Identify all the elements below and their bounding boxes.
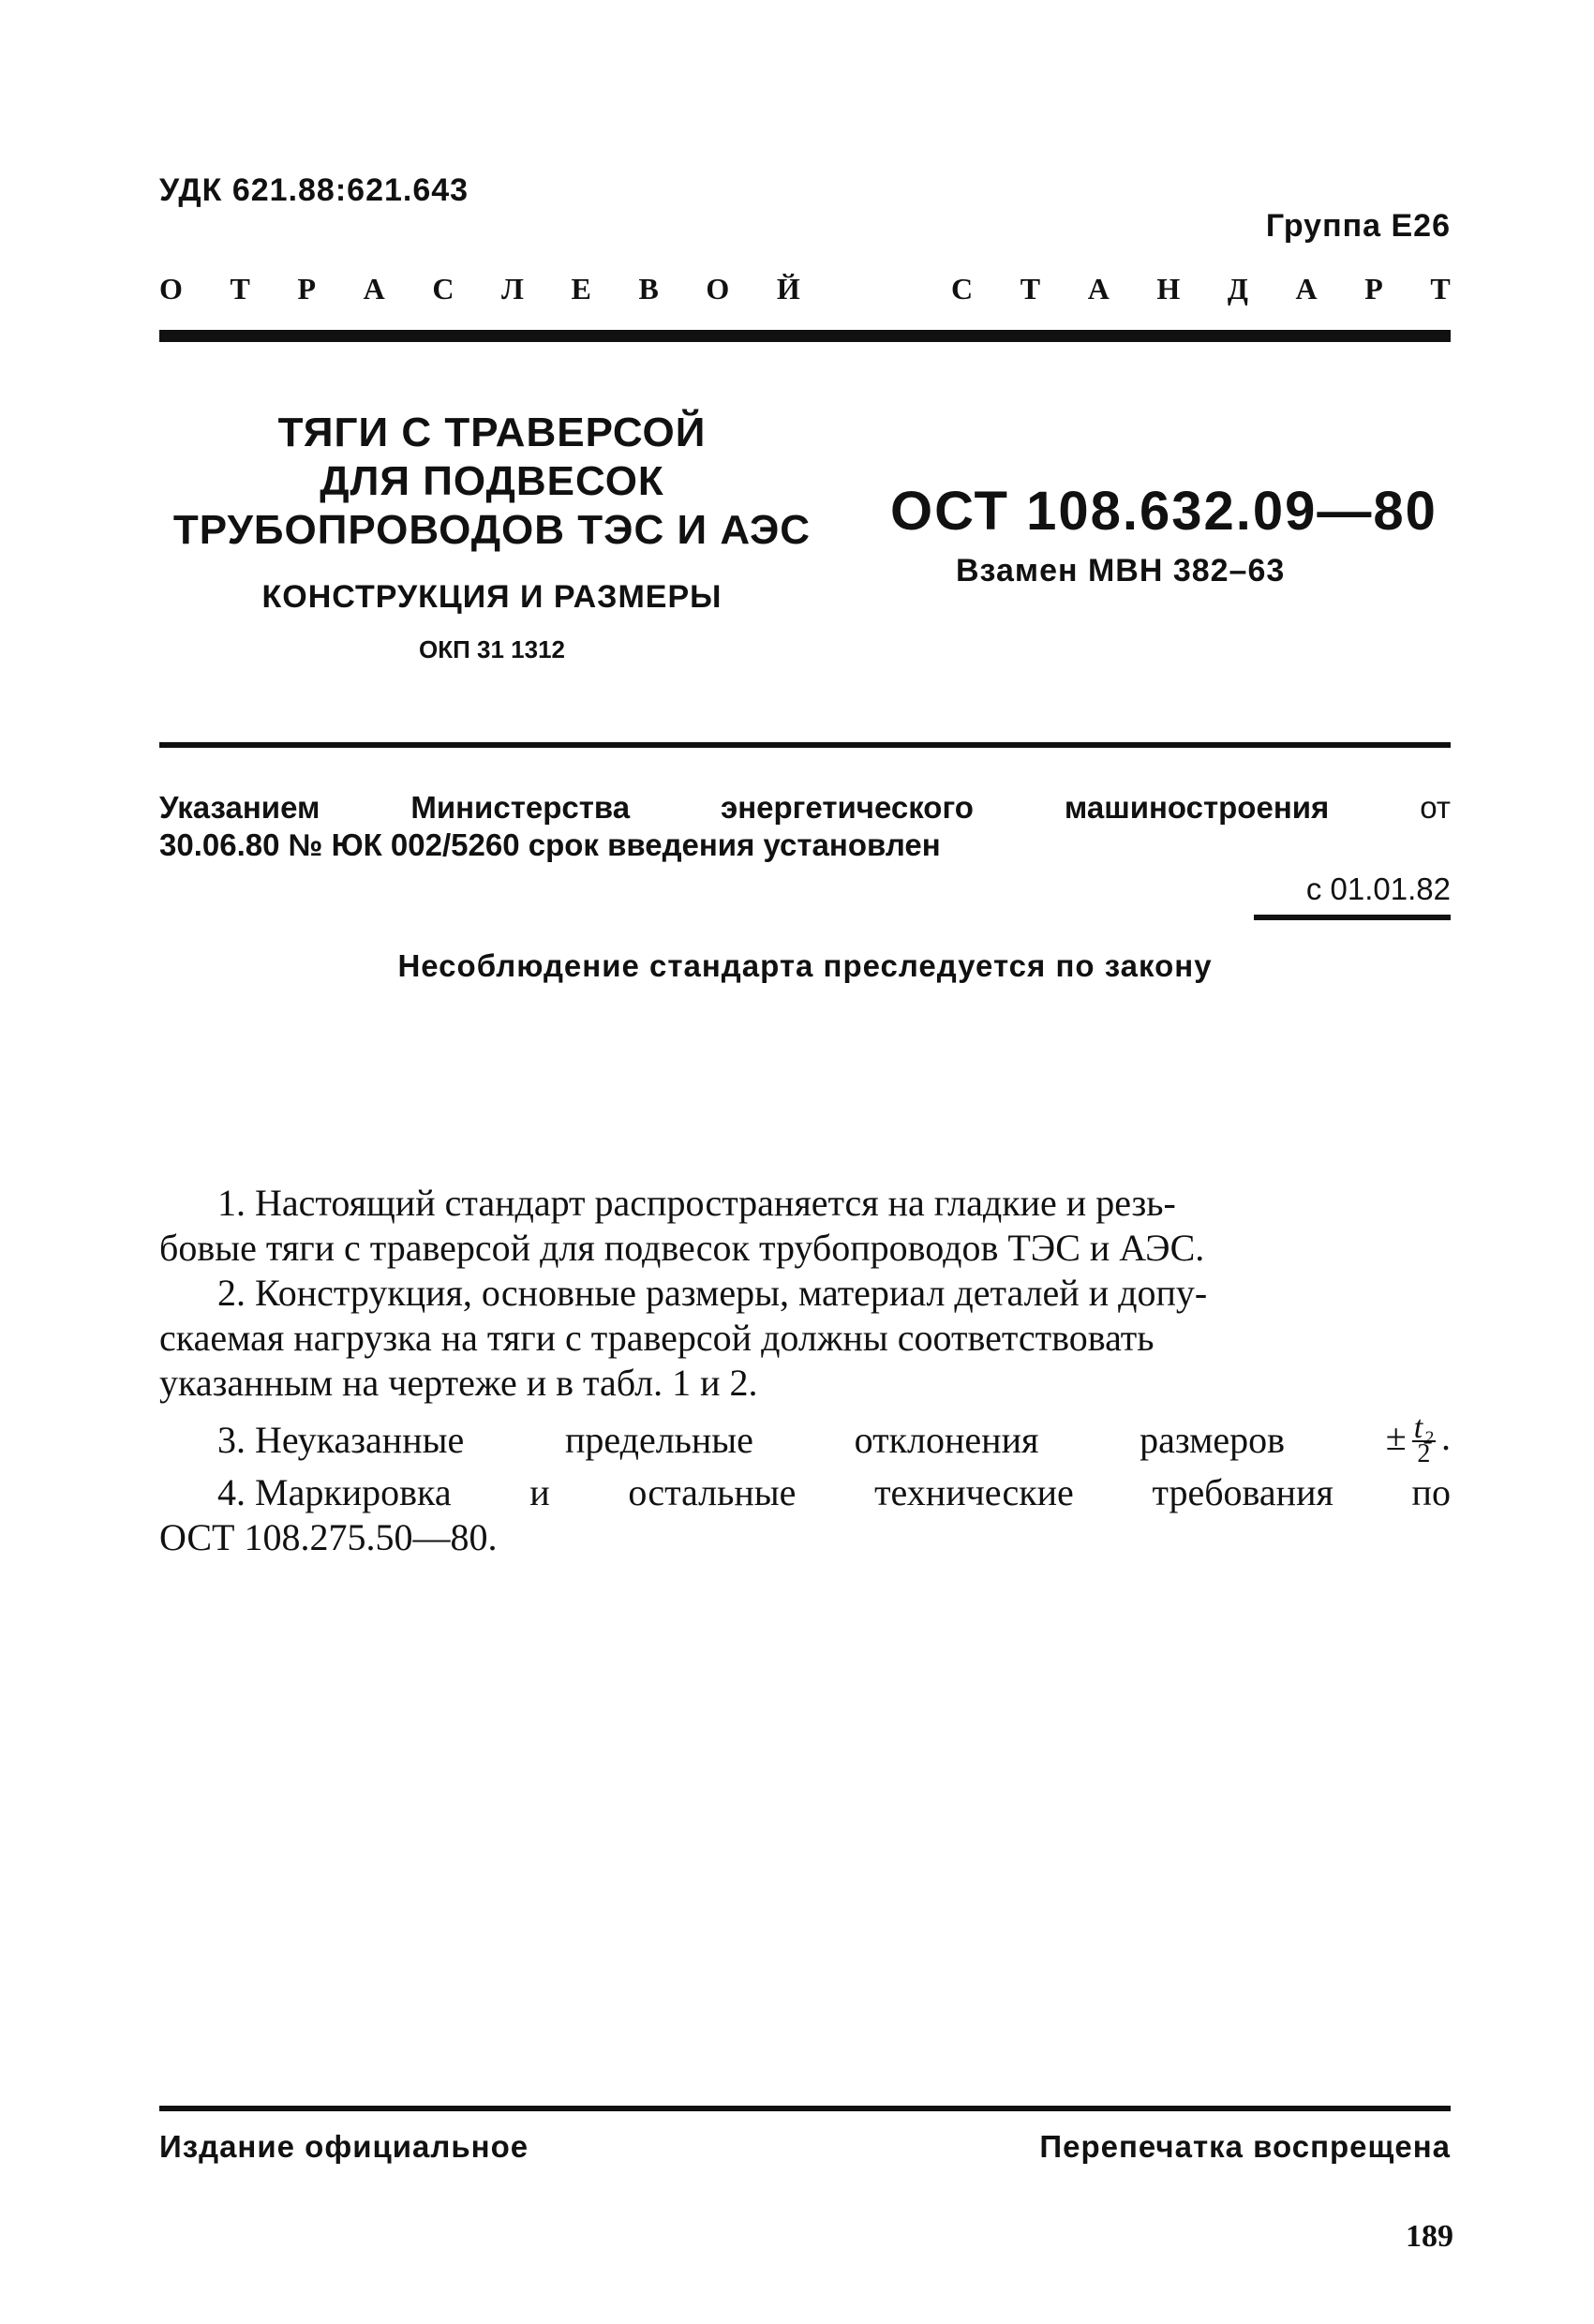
banner-letter: Л: [501, 272, 524, 305]
banner-letter: Н: [1156, 272, 1181, 305]
banner-letter: Т: [1020, 272, 1041, 305]
banner-letter: С: [432, 272, 454, 305]
banner-letter: С: [951, 272, 974, 305]
clause-3-word: размеров: [1140, 1419, 1286, 1462]
banner-letter: Р: [1364, 272, 1383, 305]
clause-1-line-2: бовые тяги с траверсой для подвесок трубопроводов ТЭС и АЭС.: [159, 1227, 1205, 1269]
decree-word: от: [1420, 790, 1451, 825]
clause-4-word: технические: [874, 1470, 1074, 1513]
clause-3: [159, 1409, 1451, 1468]
law-notice: Несоблюдение стандарта преследуется по закону: [397, 948, 1213, 983]
banner-letter: А: [363, 272, 385, 305]
clause-4-word: и: [529, 1470, 550, 1513]
clause-3-period: .: [1441, 1416, 1451, 1458]
okp-code: ОКП 31 1312: [419, 635, 565, 663]
clause-4-word: остальные: [628, 1470, 797, 1513]
decree-line-1: [159, 789, 1451, 827]
clause-3-word: предельные: [564, 1419, 753, 1462]
decree-word: энергетического: [721, 790, 974, 825]
standard-number: ОСТ 108.632.09—80: [890, 481, 1438, 542]
document-title: [150, 409, 834, 555]
clause-1: [159, 1181, 1451, 1271]
clause-1-line-1: 1. Настоящий стандарт распространяется на гладкие и резь-: [217, 1182, 1176, 1224]
clause-4-line-2: ОСТ 108.275.50—80.: [159, 1515, 498, 1558]
clause-3-word: 3. Неуказанные: [217, 1419, 465, 1462]
title-line-3: ТРУБОПРОВОДОВ ТЭС И АЭС: [172, 507, 812, 553]
page-number: 189: [1406, 2219, 1453, 2254]
clause-4: [159, 1470, 1451, 1515]
reprint-note: Перепечатка воспрещена: [1039, 2129, 1451, 2164]
fraction-denominator: 2: [1417, 1438, 1431, 1468]
tolerance-expression: [1385, 1409, 1451, 1468]
banner-letter: Р: [297, 272, 316, 305]
decree-word: Указанием: [159, 790, 320, 825]
fraction-numerator: t₂: [1413, 1409, 1434, 1445]
title-line-2: ДЛЯ ПОДВЕСОК: [320, 458, 664, 504]
clause-2-line-2: скаемая нагрузка на тяги с траверсой должны соответствовать: [159, 1317, 1155, 1359]
clause-4-word: 4. Маркировка: [217, 1470, 452, 1513]
title-line-1: ТЯГИ С ТРАВЕРСОЙ: [277, 410, 707, 455]
banner-letter: Е: [571, 272, 591, 305]
group-code: Группа Е26: [1265, 208, 1451, 244]
banner-letter: В: [638, 272, 659, 305]
effective-date: с 01.01.82: [1305, 872, 1451, 906]
clause-2-line-1: 2. Конструкция, основные размеры, материал деталей и допу-: [217, 1272, 1208, 1314]
banner-gap: [847, 272, 903, 306]
document-subtitle: КОНСТРУКЦИЯ И РАЗМЕРЫ: [261, 579, 723, 615]
decree-word: машиностроения: [1064, 790, 1330, 825]
decree-paragraph: [159, 789, 1451, 864]
bottom-rule: [159, 2106, 1451, 2111]
decree-word: Министерства: [410, 790, 631, 825]
banner-letter: Й: [776, 272, 800, 305]
edition-note: Издание официальное: [159, 2129, 529, 2164]
banner-letter: Д: [1227, 272, 1248, 305]
clause-2-line-3: указанным на чертеже и в табл. 1 и 2.: [159, 1362, 758, 1404]
clause-4-word: требования: [1152, 1470, 1333, 1513]
date-underline: [1254, 915, 1451, 920]
middle-rule: [159, 742, 1451, 748]
banner-letter: О: [159, 272, 183, 305]
standard-banner: [159, 272, 1451, 306]
clause-3-word: отклонения: [854, 1419, 1039, 1462]
clause-2: [159, 1271, 1451, 1406]
banner-letter: А: [1087, 272, 1110, 305]
banner-letter: О: [706, 272, 730, 305]
decree-line-2: 30.06.80 № ЮК 002/5260 срок введения установлен: [159, 827, 941, 862]
tolerance-fraction: [1412, 1409, 1436, 1468]
replaces-note: Взамен МВН 382–63: [956, 553, 1286, 588]
clause-4-word: по: [1411, 1470, 1451, 1513]
banner-letter: Т: [230, 272, 250, 305]
clauses-text: [159, 1181, 1451, 1560]
udk-code: УДК 621.88:621.643: [159, 172, 469, 208]
plus-minus-sign: ±: [1385, 1416, 1407, 1458]
banner-letter: Т: [1430, 272, 1451, 305]
top-rule: [159, 330, 1451, 342]
banner-letter: А: [1295, 272, 1318, 305]
